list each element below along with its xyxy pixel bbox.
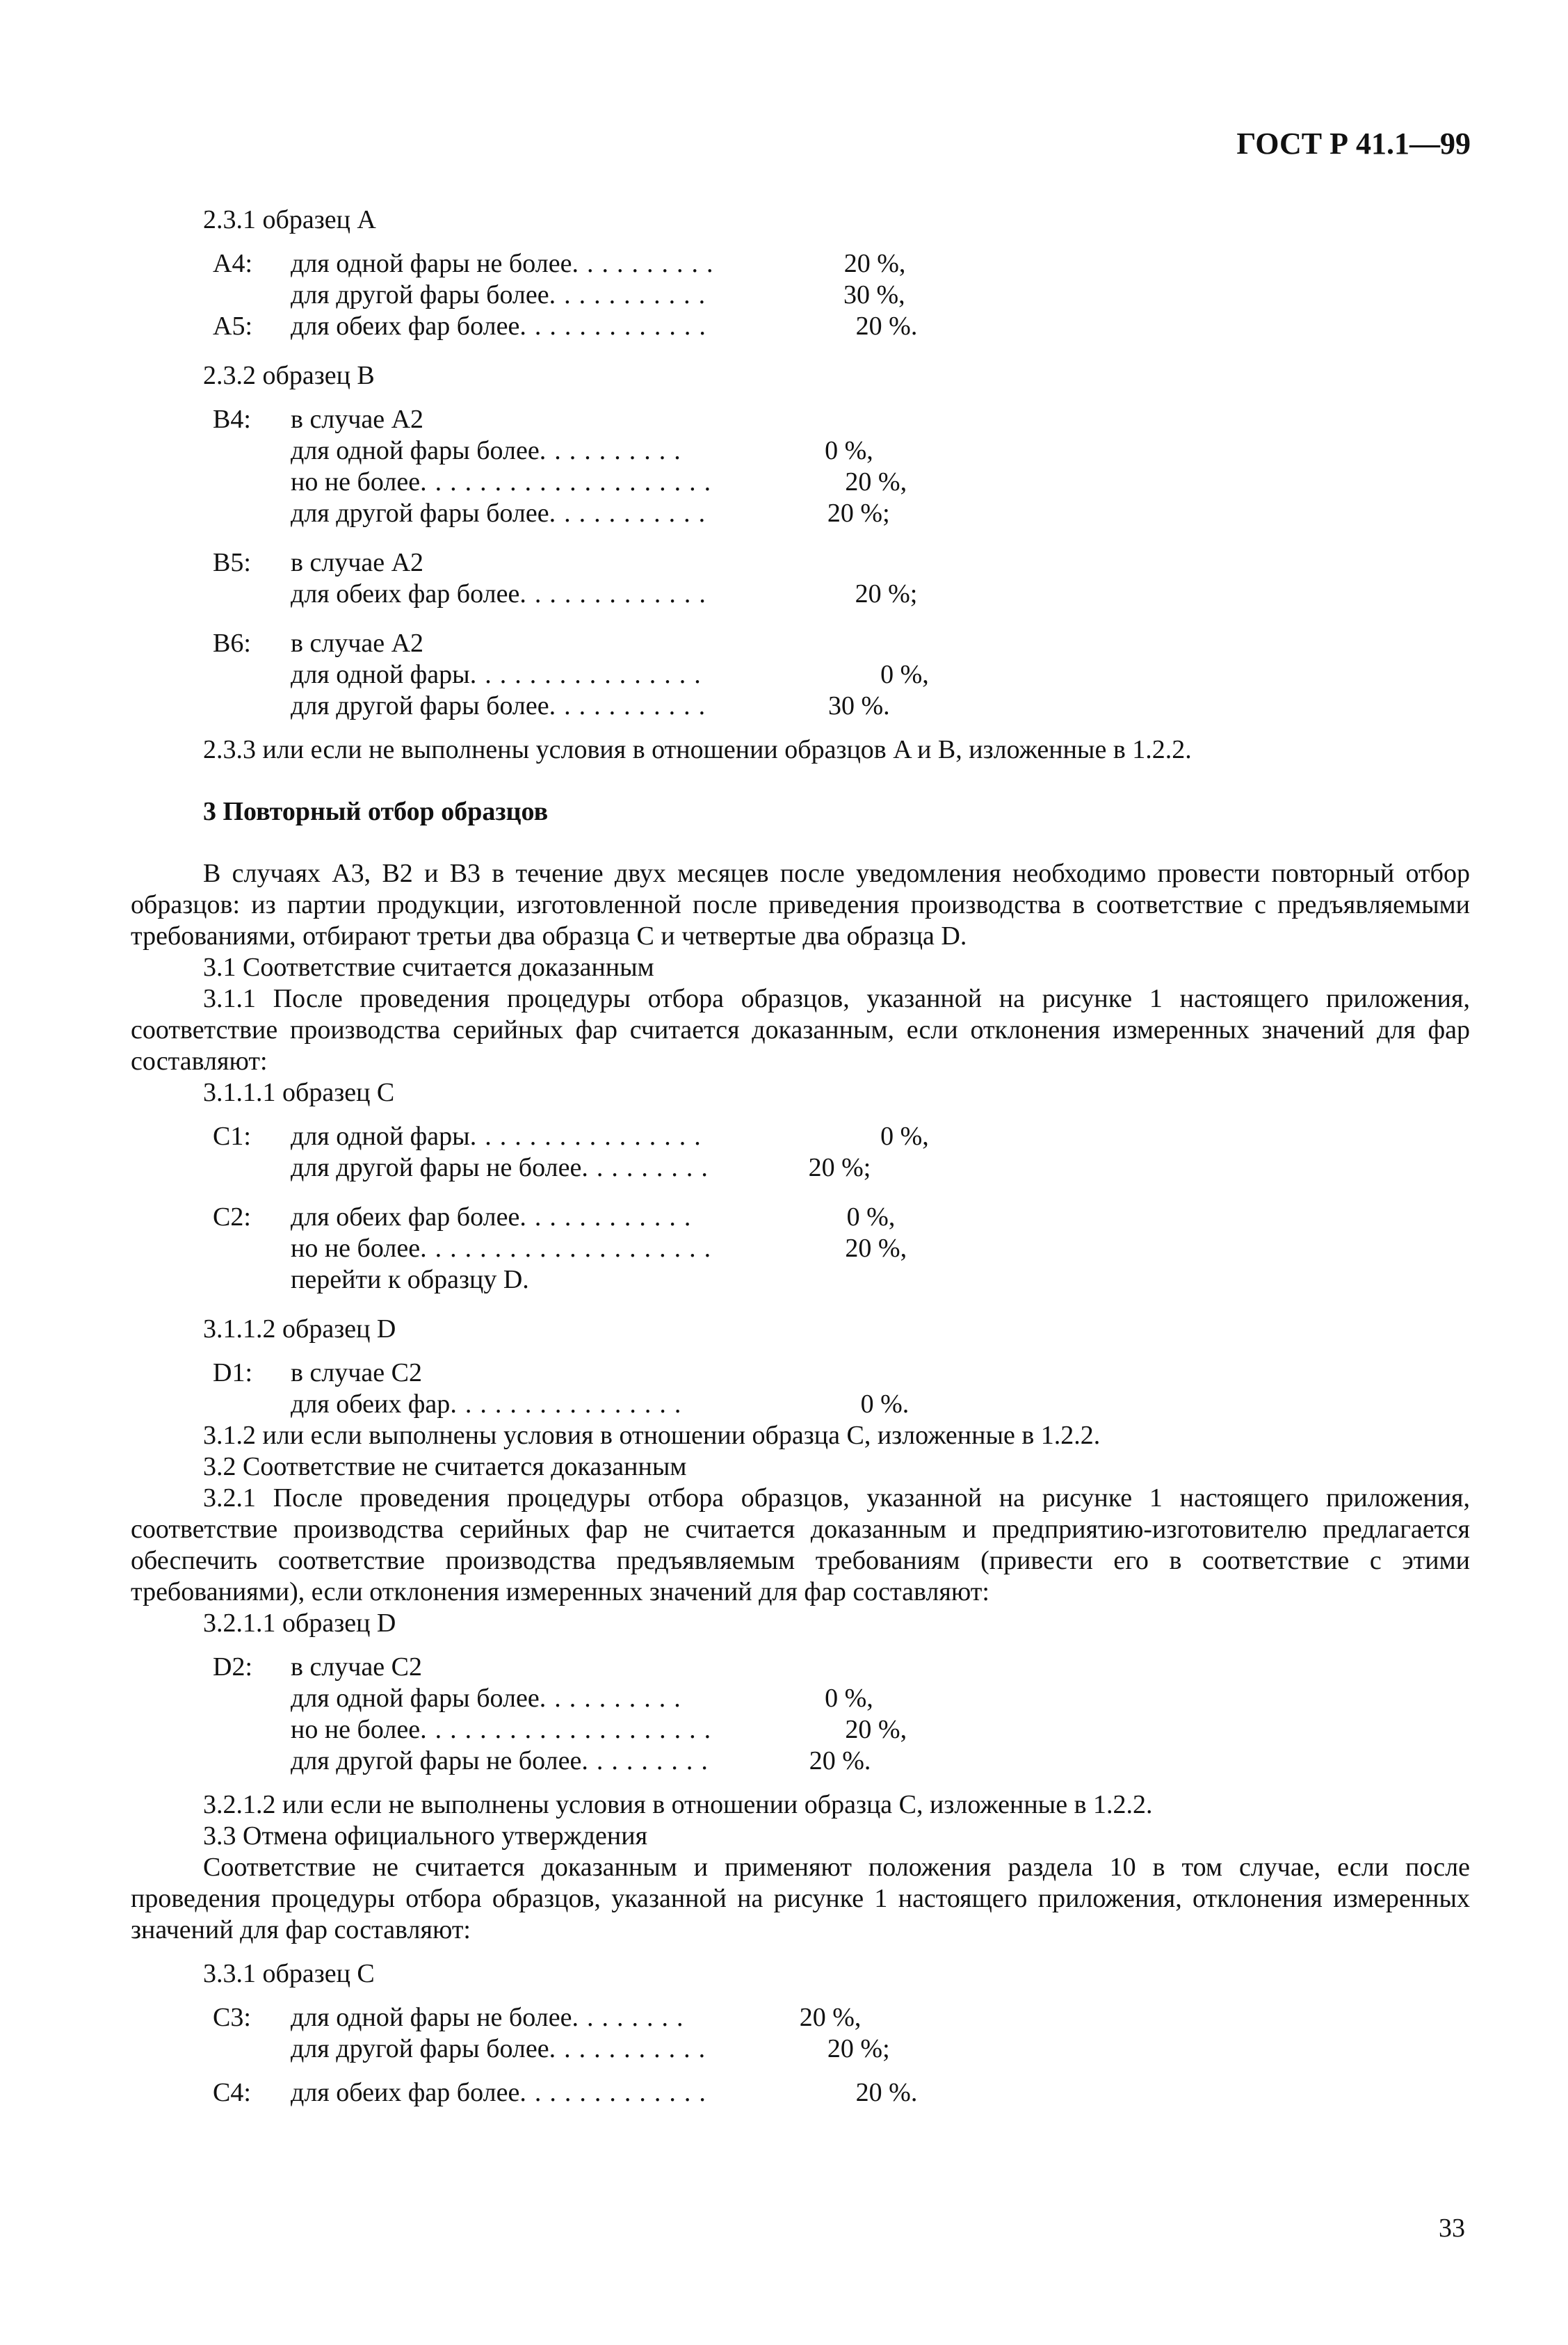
case-line	[291, 628, 929, 659]
row-label: для другой фары не более	[291, 1153, 582, 1182]
entry-code: B5:	[213, 548, 251, 577]
leader-dots: .............	[519, 2078, 714, 2107]
value-row	[291, 1121, 929, 1152]
leader-dots: ................	[469, 1122, 709, 1151]
value-row	[291, 1389, 909, 1420]
leader-dots: ........	[572, 2003, 692, 2032]
entry-code: C4:	[213, 2078, 251, 2107]
clause-3-1-1-2-title: 3.1.1.2 образец D	[203, 1314, 396, 1344]
row-value: 20 %,	[799, 2003, 862, 2032]
value-row	[291, 311, 917, 342]
leader-dots: ...........	[549, 2034, 714, 2063]
clause-3-3-1-title: 3.3.1 образец C	[203, 1959, 375, 1988]
clause-3-3-text: Соответствие не считается доказанным и применяют положения раздела 10 в том случае, если после проведения процедуры отбора образцов, указанной на рисунке 1 настоящего приложения, отклонения измеренных значений для фар составляют:	[131, 1853, 1470, 1944]
value-row	[291, 1202, 907, 1233]
case-line	[291, 1652, 907, 1683]
case-label: в случае A2	[291, 548, 424, 577]
clause-3-1-2: 3.1.2 или если выполнены условия в отношении образца C, изложенные в 1.2.2.	[203, 1421, 1101, 1450]
case-label: в случае C2	[291, 1358, 422, 1387]
entry-code: A4:	[213, 249, 252, 278]
entry-b5	[131, 547, 1470, 610]
entry-code: D1:	[213, 1358, 252, 1387]
case-label: в случае C2	[291, 1652, 422, 1682]
entry-c1	[131, 1121, 1470, 1184]
row-value: 20 %;	[855, 579, 918, 609]
row-value: 20 %;	[808, 1153, 871, 1182]
leader-dots: ...........	[549, 691, 714, 720]
case-label: в случае A2	[291, 405, 424, 434]
value-row	[291, 1233, 907, 1264]
value-row	[291, 1152, 929, 1184]
entry-a5	[131, 311, 1470, 342]
row-value: 30 %.	[827, 691, 890, 720]
leader-dots: .............	[519, 312, 714, 341]
row-value: 20 %,	[845, 1715, 907, 1744]
clause-3-2: 3.2 Соответствие не считается доказанным	[203, 1452, 687, 1481]
clause-3-1-1-1-title: 3.1.1.1 образец C	[203, 1078, 395, 1107]
entry-c4	[131, 2077, 1470, 2109]
row-label: для одной фары	[291, 1122, 470, 1151]
row-value: 20 %,	[845, 1234, 907, 1263]
leader-dots: ..........	[572, 249, 722, 278]
entry-code: A5:	[213, 312, 252, 341]
clause-3-3: 3.3 Отмена официального утверждения	[203, 1821, 648, 1851]
note-text: перейти к образцу D.	[291, 1265, 529, 1294]
leader-dots: ...........	[549, 280, 714, 309]
row-value: 0 %,	[825, 436, 873, 465]
row-label: но не более	[291, 1715, 421, 1744]
row-label: для другой фары более	[291, 499, 549, 528]
value-row	[291, 2077, 917, 2109]
leader-dots: .........	[581, 1746, 716, 1775]
row-value: 0 %.	[860, 1389, 910, 1419]
leader-dots: ................	[469, 660, 709, 689]
value-row	[291, 691, 929, 722]
row-label: для другой фары более	[291, 2034, 549, 2063]
row-value: 0 %,	[825, 1684, 873, 1713]
entry-code: D2:	[213, 1652, 252, 1682]
leader-dots: ..........	[539, 1684, 689, 1713]
leader-dots: ................	[450, 1389, 690, 1419]
entry-code: C3:	[213, 2003, 251, 2032]
row-label: для одной фары более	[291, 1684, 540, 1713]
case-line	[291, 1357, 909, 1389]
row-label: для одной фары	[291, 660, 470, 689]
page-number: 33	[1439, 2214, 1465, 2243]
value-row	[291, 498, 907, 529]
entry-code: C1:	[213, 1122, 251, 1151]
case-line	[291, 547, 917, 579]
entry-code: B6:	[213, 629, 251, 658]
leader-dots: .........	[581, 1153, 716, 1182]
leader-dots: ....................	[420, 467, 720, 497]
entry-b6	[131, 628, 1470, 722]
value-row	[291, 1746, 907, 1777]
leader-dots: ...........	[549, 499, 714, 528]
value-row	[291, 435, 907, 467]
row-value: 0 %,	[880, 660, 929, 689]
row-value: 20 %.	[809, 1746, 871, 1775]
section-3-title: 3 Повторный отбор образцов	[203, 797, 549, 826]
entry-d2	[131, 1652, 1470, 1777]
row-value: 20 %,	[845, 467, 907, 497]
subsection-2-3-1-title: 2.3.1 образец A	[203, 205, 376, 234]
row-value: 0 %,	[846, 1202, 896, 1232]
leader-dots: ....................	[420, 1715, 720, 1744]
clause-2-3-3: 2.3.3 или если не выполнены условия в отношении образцов A и B, изложенные в 1.2.2.	[203, 735, 1192, 764]
row-label: для другой фары более	[291, 280, 549, 309]
row-label: для обеих фар более	[291, 1202, 520, 1232]
value-row	[291, 2033, 890, 2065]
row-value: 20 %.	[855, 2078, 918, 2107]
row-label: для обеих фар более	[291, 2078, 520, 2107]
note-line	[291, 1264, 907, 1296]
row-label: для другой фары не более	[291, 1746, 582, 1775]
entry-c3	[131, 2002, 1470, 2065]
value-row	[291, 248, 905, 280]
row-label: для другой фары более	[291, 691, 549, 720]
row-label: но не более	[291, 1234, 421, 1263]
value-row	[291, 659, 929, 691]
page-body	[131, 204, 1470, 2109]
entry-a4	[131, 248, 1470, 311]
row-label: для одной фары не более	[291, 2003, 572, 2032]
row-label: для одной фары более	[291, 436, 540, 465]
entry-code: C2:	[213, 1202, 251, 1232]
value-row	[291, 280, 905, 311]
value-row	[291, 2002, 890, 2033]
leader-dots: ....................	[420, 1234, 720, 1263]
value-row	[291, 579, 917, 610]
value-row	[291, 1714, 907, 1746]
row-label: для обеих фар	[291, 1389, 451, 1419]
value-row	[291, 1683, 907, 1714]
leader-dots: ..........	[539, 436, 689, 465]
row-value: 20 %,	[843, 249, 906, 278]
row-value: 20 %.	[855, 312, 918, 341]
leader-dots: .............	[519, 579, 714, 609]
entry-code: B4:	[213, 405, 251, 434]
clause-3-1: 3.1 Соответствие считается доказанным	[203, 953, 654, 982]
clause-3-2-1: 3.2.1 После проведения процедуры отбора образцов, указанной на рисунке 1 настоящего приложения, соответствие производства серийных фар не считается доказанным и предприятию-изготовителю предлагается обеспечить соответствие производства предъявляемым требованиям (привести его в соответствие с этими требованиями), если отклонения измеренных значений для фар составляют:	[131, 1483, 1470, 1606]
row-label: для обеих фар более	[291, 579, 520, 609]
row-value: 20 %;	[827, 2034, 890, 2063]
row-label: но не более	[291, 467, 421, 497]
value-row	[291, 467, 907, 498]
row-label: для обеих фар более	[291, 312, 520, 341]
document-code-header: ГОСТ Р 41.1—99	[1236, 127, 1471, 161]
entry-c2	[131, 1202, 1470, 1296]
case-label: в случае A2	[291, 629, 424, 658]
row-label: для одной фары не более	[291, 249, 572, 278]
entry-d1	[131, 1357, 1470, 1420]
section-3-intro: В случаях A3, B2 и B3 в течение двух месяцев после уведомления необходимо провести повторный отбор образцов: из партии продукции, изготовленной после приведения производства в соответствие с предъявляемыми требованиями, отбирают третьи два образца C и четвертые два образца D.	[131, 859, 1470, 951]
entry-b4	[131, 404, 1470, 529]
leader-dots: ............	[519, 1202, 700, 1232]
row-value: 0 %,	[880, 1122, 929, 1151]
row-value: 20 %;	[827, 499, 890, 528]
subsection-2-3-2-title: 2.3.2 образец B	[203, 361, 375, 390]
case-line	[291, 404, 907, 435]
clause-3-2-1-2: 3.2.1.2 или если не выполнены условия в отношении образца C, изложенные в 1.2.2.	[203, 1790, 1153, 1819]
clause-3-2-1-1-title: 3.2.1.1 образец D	[203, 1609, 396, 1638]
clause-3-1-1: 3.1.1 После проведения процедуры отбора образцов, указанной на рисунке 1 настоящего приложения, соответствие производства серийных фар считается доказанным, если отклонения измеренных значений для фар составляют:	[131, 984, 1470, 1076]
row-value: 30 %,	[843, 280, 905, 309]
